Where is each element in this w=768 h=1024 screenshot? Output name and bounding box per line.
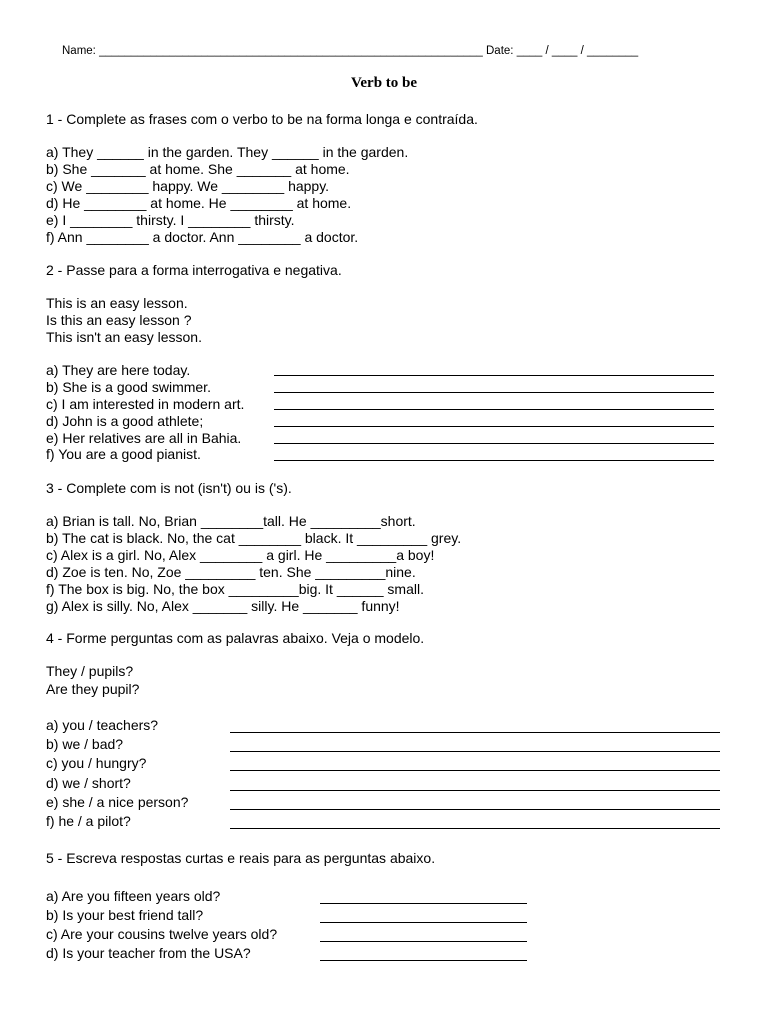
- section4-item-b: b) we / bad?: [46, 736, 124, 752]
- section2-example-1: This is an easy lesson.: [46, 295, 188, 311]
- answer-line[interactable]: [274, 409, 714, 410]
- section5-item-a: a) Are you fifteen years old?: [46, 888, 221, 904]
- section2-item-a: a) They are here today.: [46, 362, 191, 378]
- section2-item-e: e) Her relatives are all in Bahia.: [46, 430, 242, 446]
- section4-item-c: c) you / hungry?: [46, 755, 147, 771]
- answer-line[interactable]: [320, 960, 527, 961]
- section2-item-d: d) John is a good athlete;: [46, 413, 204, 429]
- answer-line[interactable]: [320, 941, 527, 942]
- answer-line[interactable]: [230, 770, 720, 771]
- section1-item-c: c) We ________ happy. We ________ happy.: [46, 178, 330, 194]
- section5-instruction: 5 - Escreva respostas curtas e reais para as perguntas abaixo.: [46, 850, 436, 866]
- answer-line[interactable]: [320, 903, 527, 904]
- answer-line[interactable]: [230, 809, 720, 810]
- section5-item-b: b) Is your best friend tall?: [46, 907, 204, 923]
- answer-line[interactable]: [274, 443, 714, 444]
- section2-item-f: f) You are a good pianist.: [46, 446, 201, 462]
- answer-line[interactable]: [274, 426, 714, 427]
- answer-line[interactable]: [274, 375, 714, 376]
- section4-item-e: e) she / a nice person?: [46, 794, 189, 810]
- answer-line[interactable]: [230, 790, 720, 791]
- answer-line[interactable]: [230, 828, 720, 829]
- section1-item-b: b) She _______ at home. She _______ at home.: [46, 161, 350, 177]
- section2-instruction: 2 - Passe para a forma interrogativa e negativa.: [46, 262, 342, 278]
- section4-item-a: a) you / teachers?: [46, 717, 159, 733]
- section2-example-3: This isn't an easy lesson.: [46, 329, 202, 345]
- section1-item-a: a) They ______ in the garden. They ______ in the garden.: [46, 144, 409, 160]
- section4-item-d: d) we / short?: [46, 775, 131, 791]
- section4-example-1: They / pupils?: [46, 663, 134, 679]
- section4-item-f: f) he / a pilot?: [46, 813, 131, 829]
- section3-item-d: d) Zoe is ten. No, Zoe _________ ten. She _________nine.: [46, 564, 416, 580]
- section3-item-a: a) Brian is tall. No, Brian ________tall. He _________short.: [46, 513, 416, 529]
- section3-item-f: f) The box is big. No, the box _________big. It ______ small.: [46, 581, 424, 597]
- section1-item-d: d) He ________ at home. He ________ at home.: [46, 195, 352, 211]
- answer-line[interactable]: [274, 392, 714, 393]
- answer-line[interactable]: [320, 922, 527, 923]
- answer-line[interactable]: [274, 460, 714, 461]
- section5-item-d: d) Is your teacher from the USA?: [46, 945, 251, 961]
- section5-item-c: c) Are your cousins twelve years old?: [46, 926, 278, 942]
- page-title: Verb to be: [350, 75, 418, 91]
- answer-line[interactable]: [230, 732, 720, 733]
- name-date-header: Name: ____________________________________________________________ Date: ____ / ____ / ________: [62, 45, 639, 57]
- section2-example-2: Is this an easy lesson ?: [46, 312, 192, 328]
- section1-item-e: e) I ________ thirsty. I ________ thirsty.: [46, 212, 295, 228]
- section2-item-b: b) She is a good swimmer.: [46, 379, 211, 395]
- section4-example-2: Are they pupil?: [46, 681, 140, 697]
- section2-item-c: c) I am interested in modern art.: [46, 396, 245, 412]
- section4-instruction: 4 - Forme perguntas com as palavras abaixo. Veja o modelo.: [46, 630, 425, 646]
- section1-item-f: f) Ann ________ a doctor. Ann ________ a doctor.: [46, 229, 359, 245]
- section3-item-b: b) The cat is black. No, the cat ________ black. It _________ grey.: [46, 530, 462, 546]
- section3-item-c: c) Alex is a girl. No, Alex ________ a girl. He _________a boy!: [46, 547, 435, 563]
- answer-line[interactable]: [230, 751, 720, 752]
- section3-instruction: 3 - Complete com is not (isn't) ou is ('s).: [46, 480, 292, 496]
- section3-item-g: g) Alex is silly. No, Alex _______ silly. He _______ funny!: [46, 598, 400, 614]
- section1-instruction: 1 - Complete as frases com o verbo to be na forma longa e contraída.: [46, 111, 478, 127]
